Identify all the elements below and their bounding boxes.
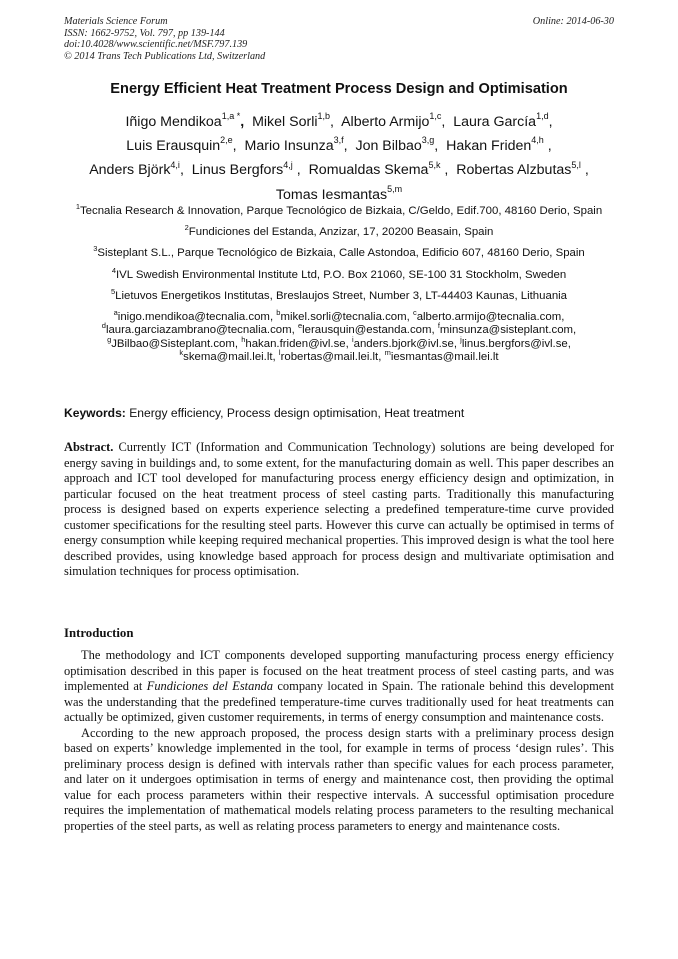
author: Tomas Iesmantas$^{5,m}$ bbox=[275, 183, 403, 203]
paper-title: Energy Efficient Heat Treatment Process Design and Optimisation bbox=[110, 81, 568, 97]
author: Linus Bergfors$^{4,j}$ bbox=[191, 159, 293, 179]
introduction-body bbox=[64, 648, 614, 834]
keywords bbox=[64, 406, 614, 421]
copyright-line: © 2014 Trans Tech Publications Ltd, Switzerland bbox=[64, 50, 266, 62]
paragraph: According to the new approach proposed, the process design starts with a preliminary process design based on experts’ knowledge implemented in the tool, for example in terms of process ‘design rules’. This preliminary process design is defined with intervals rather than specific values for each process parameter, and later on it undergoes optimisation in terms of energy and maintenance cost, then providing the optimal value for each process parameters within their respective intervals. A successful optimisation procedure requires the implementation of mathematical models relating process parameters to the resulting mechanical properties of the steel parts, as well as relating process parameters to energy and maintenance costs. bbox=[64, 725, 614, 833]
affiliation: $^4$IVL Swedish Environmental Institute Ltd, P.O. Box 21060, SE-100 31 Stockholm, Sweden bbox=[111, 265, 567, 281]
author: Alberto Armijo$^{1,c}$ bbox=[341, 111, 442, 130]
author: Luis Erausquin$^{2,e}$ bbox=[126, 135, 233, 155]
author: Laura García$^{1,d}$ bbox=[453, 111, 549, 130]
email[interactable]: $^h$hakan.friden@ivl.se bbox=[241, 335, 346, 350]
abstract bbox=[64, 440, 614, 580]
email[interactable]: $^f$minsunza@sisteplant.com bbox=[437, 321, 574, 337]
author: Iñigo Mendikoa$^{1,a *}$ bbox=[125, 111, 241, 130]
author: Romualdas Skema$^{5,k}$ bbox=[308, 159, 441, 179]
author-list: Iñigo Mendikoa$^{1,a *}$, Mikel Sorli$^{1,b}$, Alberto Armijo$^{1,c}$, Laura García$^{1,d}$, Luis Erausquin$^{2,e}$, Mario Insunza$^{3,f}$, Jon Bilbao$^{3,g}$, Hakan Friden$^{4,h}$ , Anders Björk$^{4,i}$, Linus Bergfors$^{4,j}$ , Romualdas Skema$^{5,k}$ , Robertas Alzbutas$^{5,l}$ , Tomas Iesmantas$^{5,m}$ bbox=[89, 111, 589, 203]
email[interactable]: $^m$iesmantas@mail.lei.lt bbox=[384, 348, 499, 364]
abstract-label: Abstract. bbox=[64, 440, 114, 454]
journal-info bbox=[64, 16, 614, 62]
email[interactable]: $^g$JBilbao@Sisteplant.com bbox=[107, 335, 235, 350]
email[interactable]: $^j$linus.bergfors@ivl.se bbox=[460, 335, 568, 350]
keywords-label: Keywords: bbox=[64, 406, 126, 420]
author: Robertas Alzbutas$^{5,l}$ bbox=[456, 159, 581, 179]
author: Mikel Sorli$^{1,b}$ bbox=[252, 111, 331, 130]
email[interactable]: $^i$anders.bjork@ivl.se bbox=[351, 335, 454, 350]
affiliation: $^1$Tecnalia Research & Innovation, Parque Tecnológico de Bizkaia, C/Geldo, Edif.700, 48160 Derio, Spain bbox=[75, 202, 603, 217]
email[interactable]: $^e$lerausquin@estanda.com bbox=[297, 321, 432, 337]
affiliation-block bbox=[62, 202, 616, 365]
email[interactable]: $^d$laura.garciazambrano@tecnalia.com bbox=[101, 321, 292, 337]
email[interactable]: $^a$inigo.mendikoa@tecnalia.com bbox=[113, 308, 270, 324]
affiliation: $^3$Sisteplant S.L., Parque Tecnológico de Bizkaia, Calle Astondoa, Edificio 607, 48160 Derio, Spain bbox=[93, 244, 585, 260]
issn-line: ISSN: 1662-9752, Vol. 797, pp 139-144 bbox=[64, 27, 225, 39]
author: Hakan Friden$^{4,h}$ bbox=[446, 135, 544, 155]
section-heading-introduction: Introduction bbox=[64, 626, 134, 640]
email[interactable]: $^k$skema@mail.lei.lt bbox=[179, 348, 273, 364]
keywords-text: Energy efficiency, Process design optimisation, Heat treatment bbox=[129, 406, 465, 420]
email[interactable]: $^b$mikel.sorli@tecnalia.com bbox=[276, 308, 407, 324]
doi-line[interactable]: doi:10.4028/www.scientific.net/MSF.797.139 bbox=[64, 39, 248, 51]
paragraph: The methodology and ICT components developed supporting manufacturing process energy efficiency optimisation described in this paper is focused on the heat treatment process of steel casting parts, and was implemented at Fundiciones del Estanda company located in Spain. The rationale behind this development was the understanding that the predefined temperature-time curves traditionally used for heat treatments can actually be optimized, given customer requirements, in terms of energy consumption and maintenance costs. bbox=[64, 648, 614, 724]
affiliation: $^2$Fundiciones del Estanda, Anzizar, 17, 20200 Beasain, Spain bbox=[184, 223, 494, 239]
journal-name: Materials Science Forum bbox=[64, 16, 168, 27]
author: Jon Bilbao$^{3,g}$ bbox=[355, 135, 435, 155]
email[interactable]: $^c$alberto.armijo@tecnalia.com bbox=[412, 308, 562, 324]
affiliation: $^5$Lietuvos Energetikos Institutas, Breslaujos Street, Number 3, LT-44403 Kaunas, Lithuania bbox=[110, 287, 568, 302]
online-date: Online: 2014-06-30 bbox=[532, 16, 614, 27]
author: Mario Insunza$^{3,f}$ bbox=[244, 135, 344, 155]
abstract-text: Currently ICT (Information and Communication Technology) solutions are being developed for energy saving in buildings and, to some extent, for the manufacturing domain as well. This paper describes an approach and ICT tool developed for manufacturing process energy efficiency design and optimization, in particular focused on the heat treatment process of steel casting parts. Traditionally this manufacturing process is designed based on experts experience selecting a predefined temperature-time curve provided customer specifications for the resulting steel parts. However this curve can actually be optimised in terms of energy consumption while keeping required mechanical properties. This improved design is what the tool here described provides, using knowledge based approach for process design and multivariate optimisation and simulation techniques for process optimisation. bbox=[64, 440, 614, 578]
email-list: $^a$inigo.mendikoa@tecnalia.com, $^b$mikel.sorli@tecnalia.com, $^c$alberto.armijo@tecnalia.com, $^d$laura.garciazambrano@tecnalia.com, $^e$lerausquin@estanda.com, $^f$minsunza@sisteplant.com, $^g$JBilbao@Sisteplant.com, $^h$hakan.friden@ivl.se, $^i$anders.bjork@ivl.se, $^j$linus.bergfors@ivl.se, $^k$skema@mail.lei.lt, $^l$robertas@mail.lei.lt, $^m$iesmantas@mail.lei.lt bbox=[101, 308, 577, 364]
author: Anders Björk$^{4,i}$ bbox=[89, 159, 180, 179]
journal-header bbox=[64, 16, 614, 62]
email[interactable]: $^l$robertas@mail.lei.lt bbox=[278, 348, 379, 364]
